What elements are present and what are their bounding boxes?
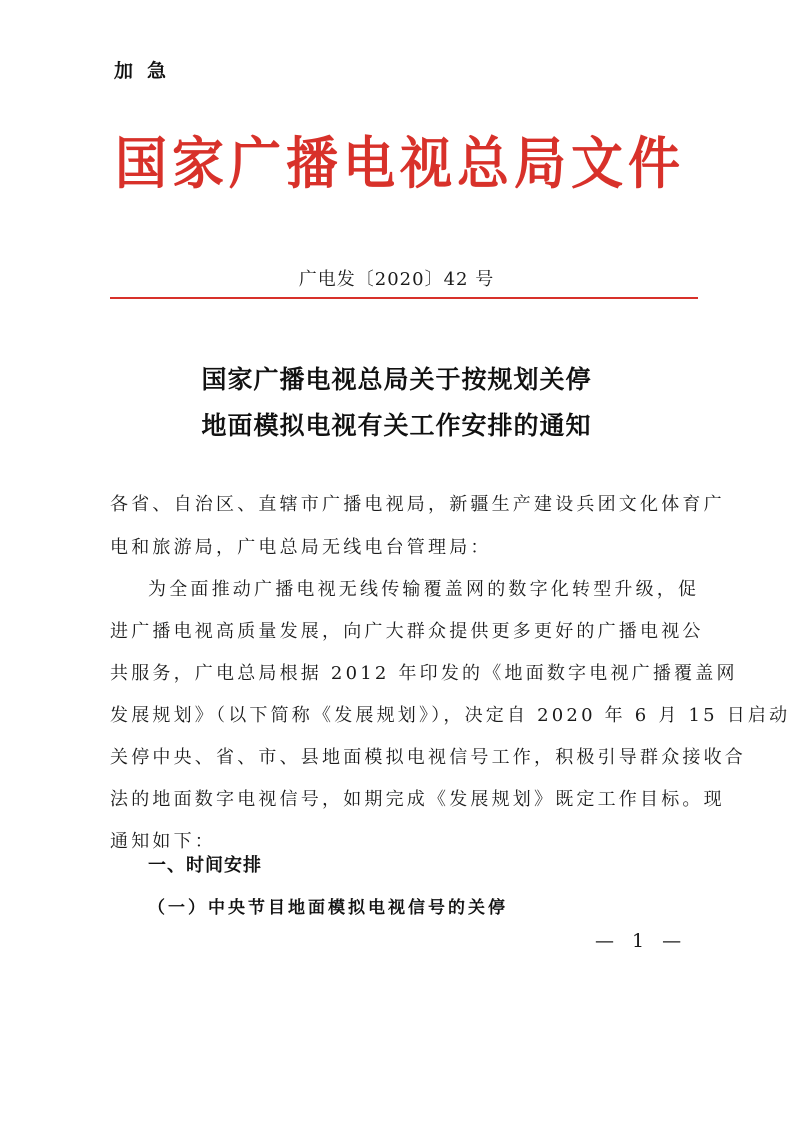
section-heading: 一、时间安排 — [148, 855, 262, 876]
document-title-line-1: 国家广播电视总局关于按规划关停 — [201, 365, 592, 394]
subsection-heading: （一）中央节目地面模拟电视信号的关停 — [148, 898, 508, 918]
urgency-label: 加急 — [114, 60, 181, 82]
paragraph-line: 通知如下： — [110, 831, 216, 852]
paragraph-line: 关停中央、省、市、县地面模拟电视信号工作，积极引导群众接收合 — [110, 747, 746, 768]
paragraph-line: 为全面推动广播电视无线传输覆盖网的数字化转型升级，促 — [148, 579, 700, 600]
page-number: — 1 — — [595, 930, 688, 952]
red-separator-line — [110, 297, 698, 299]
paragraph-line: 进广播电视高质量发展，向广大群众提供更多更好的广播电视公 — [110, 621, 704, 642]
paragraph-line: 发展规划》（以下简称《发展规划》），决定自 2020 年 6 月 15 日启动 — [110, 705, 791, 726]
issuer-masthead: 国家广播电视总局文件 — [114, 130, 685, 197]
document-title-line-2: 地面模拟电视有关工作安排的通知 — [201, 411, 592, 440]
paragraph-line: 法的地面数字电视信号，如期完成《发展规划》既定工作目标。现 — [110, 789, 725, 810]
addressee-line: 电和旅游局，广电总局无线电台管理局： — [110, 537, 492, 558]
addressee-line: 各省、自治区、直辖市广播电视局，新疆生产建设兵团文化体育广 — [110, 494, 725, 515]
document-number: 广电发〔2020〕42 号 — [298, 269, 495, 290]
paragraph-line: 共服务，广电总局根据 2012 年印发的《地面数字电视广播覆盖网 — [110, 663, 738, 684]
